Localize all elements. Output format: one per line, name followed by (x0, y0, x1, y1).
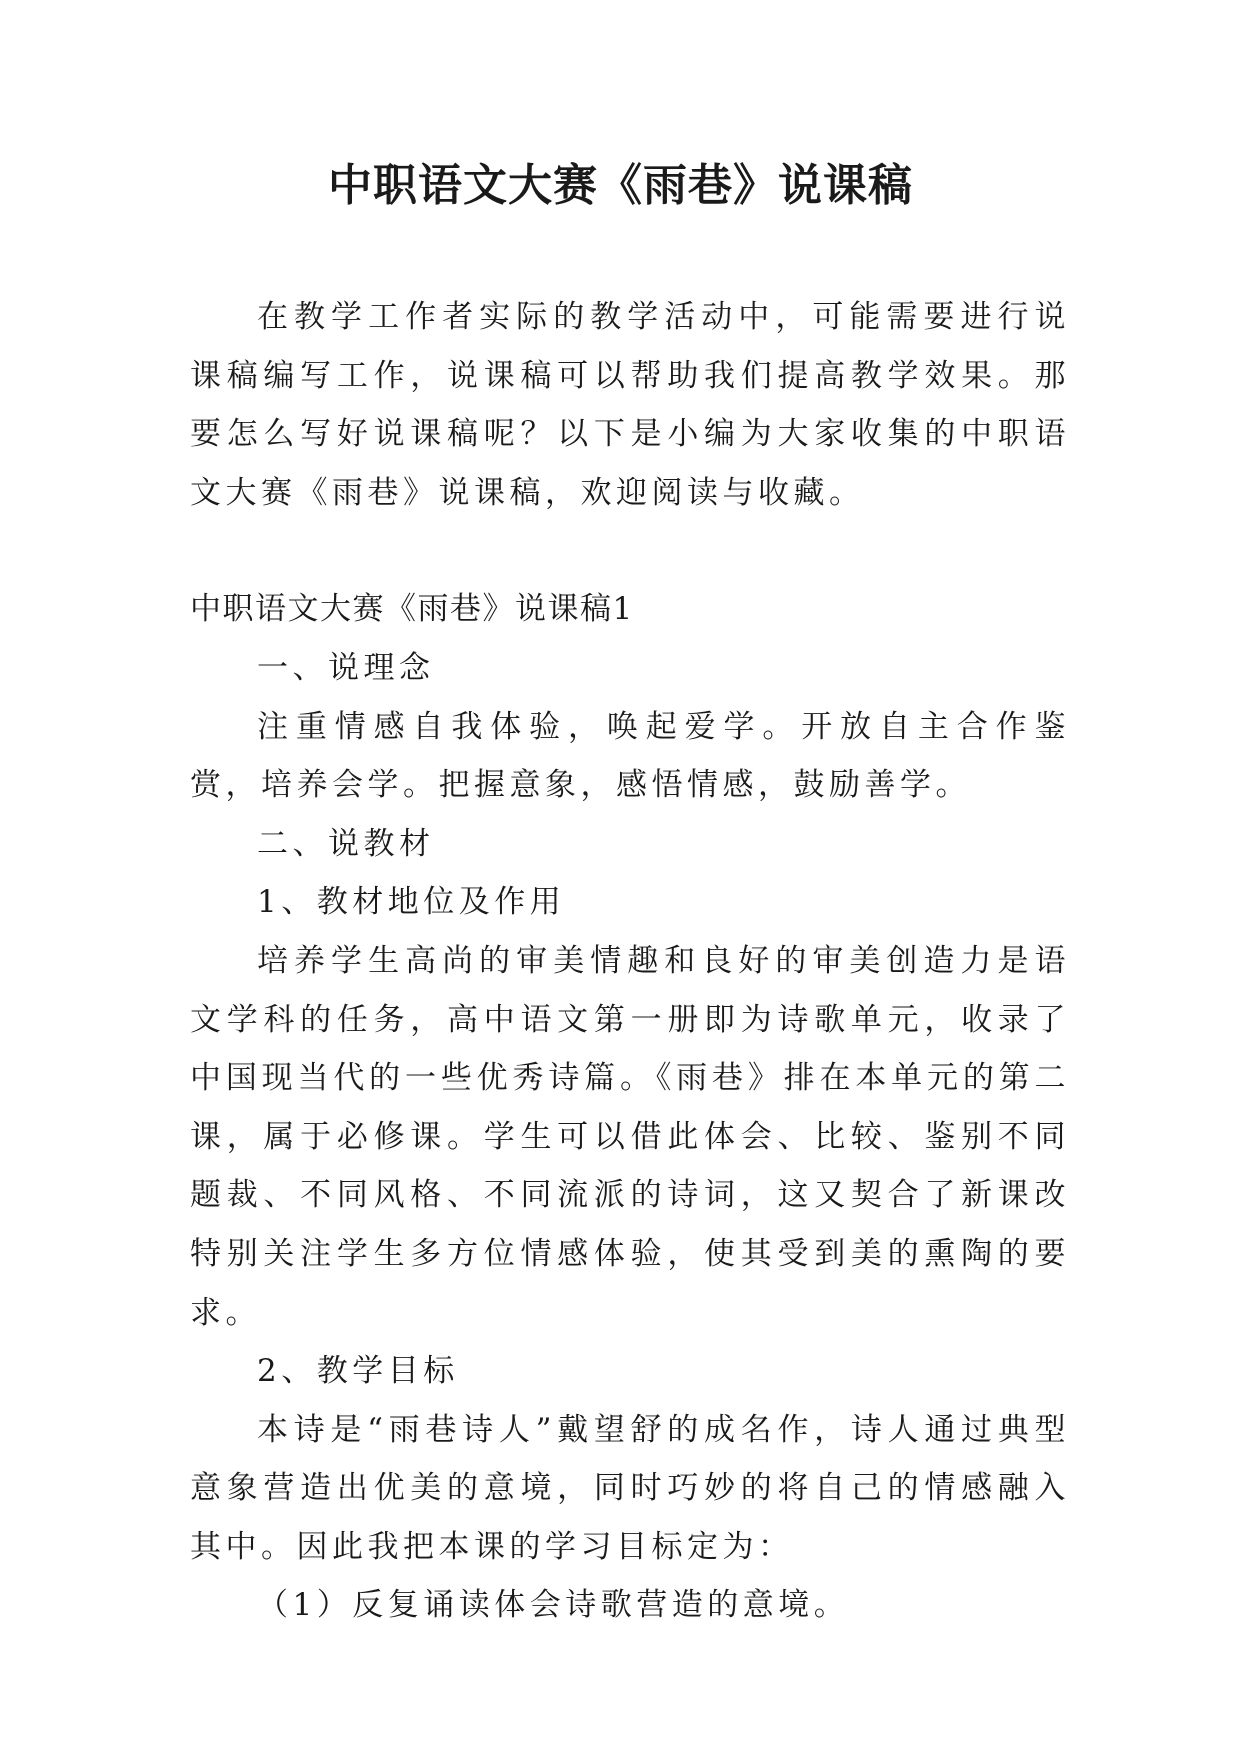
goal-item-1: （1）反复诵读体会诗歌营造的意境。 (257, 1587, 850, 1624)
section-title: 中职语文大赛《雨巷》说课稿1 (190, 591, 634, 628)
part2-subheading-2: 2、教学目标 (257, 1353, 459, 1390)
part2-paragraph-2: 本诗是“雨巷诗人”戴望舒的成名作，诗人通过典型意象营造出优美的意境，同时巧妙的将自己的情感融入其中。因此我把本课的学习目标定为： (190, 1411, 1070, 1565)
paragraph-gap (190, 522, 1070, 580)
document-body (190, 288, 1070, 1635)
part2-paragraph-1: 培养学生高尚的审美情趣和良好的审美创造力是语文学科的任务，高中语文第一册即为诗歌单元，收录了中国现当代的一些优秀诗篇。《雨巷》排在本单元的第二课，属于必修课。学生可以借此体会、比较、鉴别不同题裁、不同风格、不同流派的诗词，这又契合了新课改特别关注学生多方位情感体验，使其受到美的熏陶的要求。 (190, 942, 1070, 1331)
part2-heading: 二、说教材 (257, 825, 435, 862)
part2-subheading-1: 1、教材地位及作用 (257, 884, 566, 921)
document-title: 中职语文大赛《雨巷》说课稿 (328, 160, 913, 211)
part1-heading: 一、说理念 (257, 649, 435, 686)
intro-paragraph: 在教学工作者实际的教学活动中，可能需要进行说课稿编写工作，说课稿可以帮助我们提高教学效果。那要怎么写好说课稿呢？以下是小编为大家收集的中职语文大赛《雨巷》说课稿，欢迎阅读与收藏。 (190, 299, 1070, 511)
part1-paragraph: 注重情感自我体验，唤起爱学。开放自主合作鉴赏，培养会学。把握意象，感悟情感，鼓励善学。 (190, 708, 1070, 804)
